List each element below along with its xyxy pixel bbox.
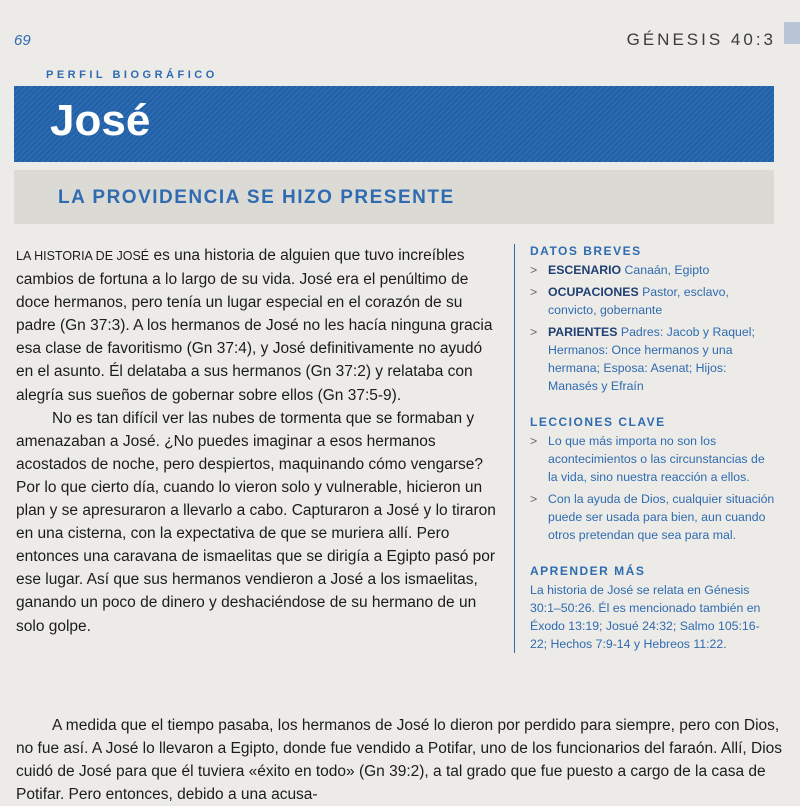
- chevron-right-icon: >: [530, 492, 538, 506]
- section-label: PERFIL BIOGRÁFICO: [46, 69, 218, 81]
- chevron-right-icon: >: [530, 325, 538, 339]
- datos-key: ESCENARIO: [548, 263, 622, 277]
- list-item: [530, 261, 775, 279]
- profile-title: José: [50, 96, 151, 145]
- datos-value: Pastor, esclavo, convicto, gobernante: [548, 285, 729, 317]
- main-text: [16, 244, 502, 638]
- sidebar-lecciones-clave: [515, 415, 775, 544]
- list-item: [530, 432, 775, 486]
- lead-in-smallcaps: LA HISTORIA DE JOSÉ: [16, 249, 150, 263]
- paragraph-1-text: es una historia de alguien que tuvo increíbles cambios de fortuna a lo largo de su vida. José era el penúltimo de doce hermanos, pero tenía un lugar especial en el corazón de su padre (Gn 37:3). A los hermanos de José no les hacía ninguna gracia esa clase de favoritismo (Gn 37:4), y José definitivamente no ayudó en el asunto. Él delataba a sus hermanos (Gn 37:2) y relataba con alegría sus sueños de gobernar sobre ellos (Gn 37:5-9).: [16, 247, 493, 404]
- paragraph-3: A medida que el tiempo pasaba, los hermanos de José lo dieron por perdido para siempre, pero con Dios, no fue así. A José lo llevaron a Egipto, donde fue vendido a Potifar, uno de los funcionarios del faraón. Allí, Dios cuidó de José para que él tuviera «éxito en todo» (Gn 39:2), a tal grado que fue puesto a cargo de la casa de Potifar. Pero entonces, debido a una acusa-: [16, 717, 783, 804]
- page-corner-tab: [784, 22, 800, 44]
- sidebar-aprender-mas: [515, 564, 775, 653]
- datos-key: OCUPACIONES: [548, 285, 639, 299]
- subtitle-band: [14, 170, 774, 224]
- list-item: [530, 490, 775, 544]
- paragraph-2: No es tan difícil ver las nubes de tormenta que se formaban y amenazaban a José. ¿No puedes imaginar a esos hermanos acostados de noche, pero despiertos, maquinando cómo vengarse? Por lo que cierto día, cuando lo vieron solo y vulnerable, hicieron un plan y se apresuraron a llevarlo a cabo. Capturaron a José y lo tiraron en una cisterna, con la expectativa de que se muriera allí. Pero entonces una caravana de ismaelitas que se dirigía a Egipto pasó por ese lugar. Así que sus hermanos vendieron a José a los ismaelitas, ganando un poco de dinero y deshaciéndose de su hermano de un solo golpe.: [16, 409, 496, 635]
- list-item: [530, 283, 775, 319]
- paragraph-1: [16, 244, 502, 407]
- datos-breves-heading: DATOS BREVES: [530, 244, 642, 258]
- list-item: [530, 323, 775, 395]
- datos-key: PARIENTES: [548, 325, 618, 339]
- leccion-text: Con la ayuda de Dios, cualquier situación puede ser usada para bien, aun cuando otros pretendan que sea para mal.: [548, 492, 775, 542]
- aprender-mas-text: La historia de José se relata en Génesis 30:1–50:26. Él es mencionado también en Éxodo 13:19; Josué 24:32; Salmo 105:16-22; Hechos 7:9-14 y Hebreos 11:22.: [530, 583, 761, 651]
- datos-value: Canaán, Egipto: [621, 263, 710, 277]
- lecciones-list: [530, 432, 775, 544]
- page-number: 69: [14, 32, 31, 49]
- lecciones-clave-heading: LECCIONES CLAVE: [530, 415, 666, 429]
- chevron-right-icon: >: [530, 285, 538, 299]
- chevron-right-icon: >: [530, 434, 538, 448]
- profile-subtitle: LA PROVIDENCIA SE HIZO PRESENTE: [58, 187, 455, 208]
- sidebar: [514, 244, 775, 653]
- datos-list: [530, 261, 775, 395]
- aprender-mas-heading: APRENDER MÁS: [530, 564, 646, 578]
- leccion-text: Lo que más importa no son los acontecimientos o las circunstancias de la vida, sino nuestra reacción a ellos.: [548, 434, 765, 484]
- running-head: GÉNESIS 40:3: [626, 30, 776, 49]
- datos-value: Padres: Jacob y Raquel; Hermanos: Once hermanos y una hermana; Esposa: Asenat; Hijos: Manasés y Efraín: [548, 325, 755, 393]
- chevron-right-icon: >: [530, 263, 538, 277]
- sidebar-datos-breves: [515, 244, 775, 395]
- bottom-text: [16, 714, 786, 806]
- title-band: [14, 86, 774, 162]
